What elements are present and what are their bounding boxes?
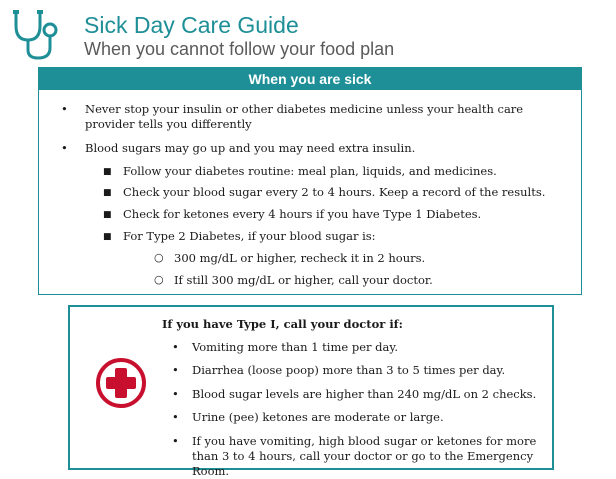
list-item: If still 300 mg/dL or higher, call your doctor. bbox=[174, 273, 433, 287]
list-item: Check for ketones every 4 hours if you have Type 1 Diabetes. bbox=[123, 207, 482, 221]
medical-cross-icon bbox=[95, 357, 147, 409]
sick-section bbox=[38, 67, 582, 295]
list-item: Never stop your insulin or other diabetes medicine unless your health care provider tells you differently bbox=[85, 102, 524, 131]
sick-section-heading: When you are sick bbox=[39, 68, 581, 90]
list-item: 300 mg/dL or higher, recheck it in 2 hours. bbox=[174, 251, 426, 265]
page-title: Sick Day Care Guide bbox=[84, 12, 299, 38]
list-item: If you have vomiting, high blood sugar or ketones for more than 3 to 4 hours, call your doctor or go to the Emergency Room. bbox=[192, 434, 537, 478]
list-item: For Type 2 Diabetes, if your blood sugar is: bbox=[123, 229, 376, 243]
bullet-dot: • bbox=[172, 340, 179, 354]
list-item: Check your blood sugar every 2 to 4 hours. Keep a record of the results. bbox=[123, 185, 546, 199]
call-doctor-section bbox=[68, 305, 554, 478]
list-item: Blood sugar levels are higher than 240 mg/dL on 2 checks. bbox=[192, 387, 537, 401]
list-item: Diarrhea (loose poop) more than 3 to 5 times per day. bbox=[192, 363, 506, 377]
bullet-circle: ○ bbox=[154, 273, 164, 286]
bullet-square: ■ bbox=[103, 167, 112, 177]
bullet-dot: • bbox=[172, 434, 179, 448]
bullet-dot: • bbox=[61, 102, 68, 116]
bullet-square: ■ bbox=[103, 232, 112, 242]
bullet-dot: • bbox=[61, 141, 68, 155]
bullet-dot: • bbox=[172, 387, 179, 401]
page-subtitle: When you cannot follow your food plan bbox=[84, 39, 395, 59]
list-item: Blood sugars may go up and you may need extra insulin. bbox=[85, 141, 416, 155]
bullet-circle: ○ bbox=[154, 251, 164, 264]
list-item: Urine (pee) ketones are moderate or large. bbox=[192, 410, 444, 424]
list-item: Follow your diabetes routine: meal plan, liquids, and medicines. bbox=[123, 164, 497, 178]
bullet-dot: • bbox=[172, 363, 179, 377]
stethoscope-icon bbox=[10, 8, 78, 60]
call-section-heading: If you have Type I, call your doctor if: bbox=[162, 317, 403, 331]
header bbox=[10, 8, 610, 64]
list-item: Vomiting more than 1 time per day. bbox=[192, 340, 399, 354]
bullet-square: ■ bbox=[103, 210, 112, 220]
bullet-dot: • bbox=[172, 410, 179, 424]
bullet-square: ■ bbox=[103, 188, 112, 198]
